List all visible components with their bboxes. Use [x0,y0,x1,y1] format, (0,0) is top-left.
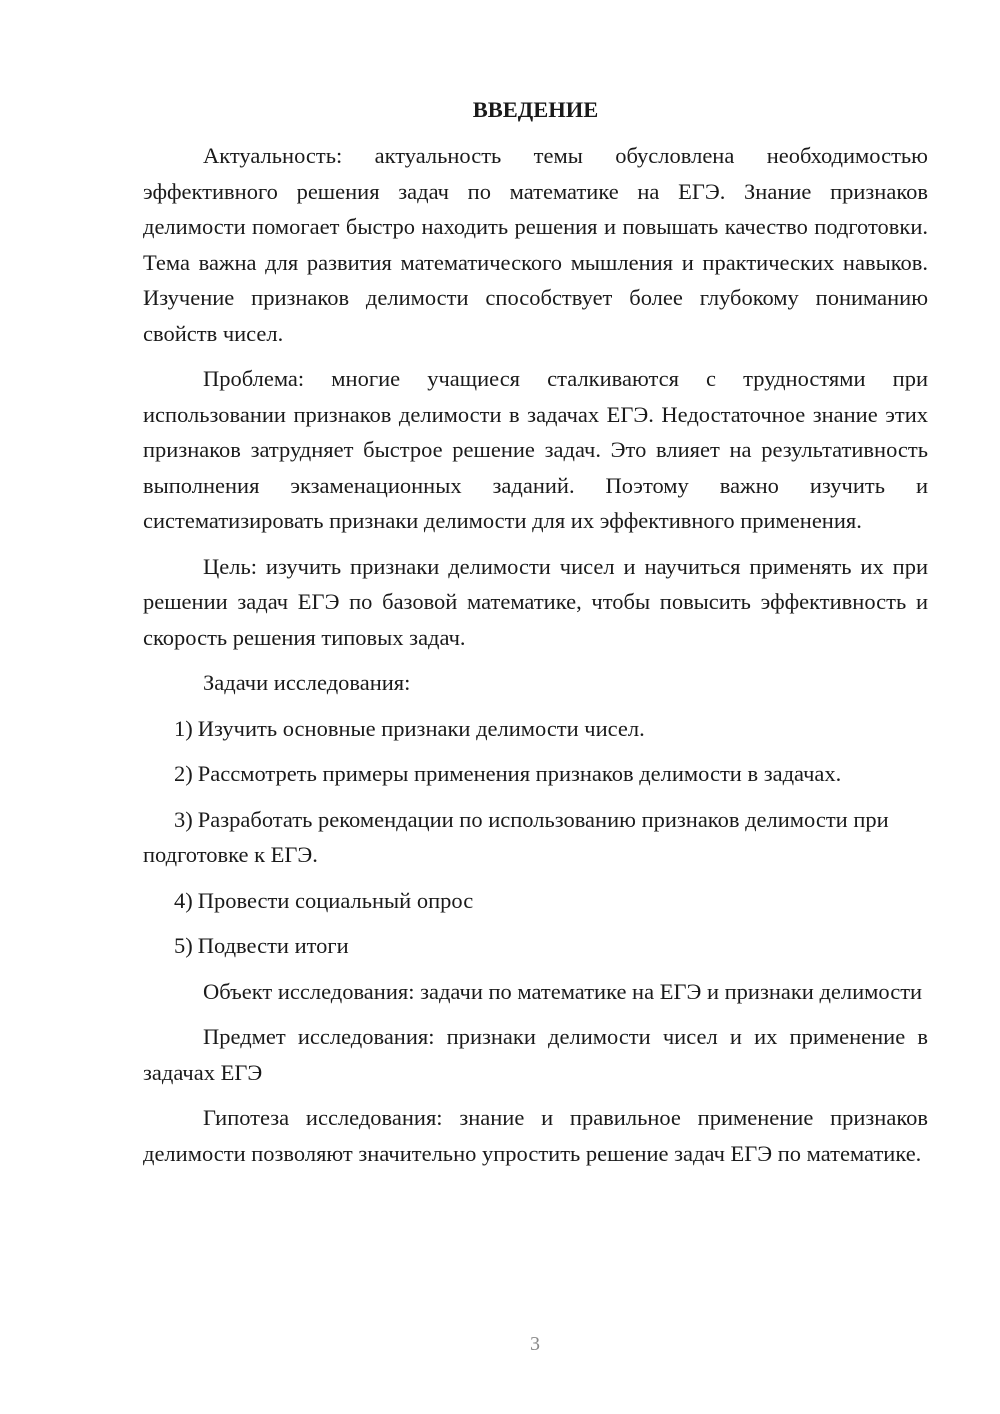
task-number: 2) [174,761,193,786]
page-number: 3 [530,1333,540,1355]
task-text: Провести социальный опрос [197,887,474,913]
task-item-3 [143,802,928,873]
problem-paragraph: Проблема: многие учащиеся сталкиваются с трудностями при использовании признаков делимости в задачах ЕГЭ. Недостаточное знание этих признаков затрудняет быстрое решение задач. Это влияет на результативность выполнения экзаменационных заданий. Поэтому важно изучить и систематизировать признаки делимости для их эффективного применения. [143,366,928,533]
document-page [143,94,928,1181]
task-number: 1) [174,715,193,741]
task-item-5 [143,928,928,964]
tasks-heading: Задачи исследования: [203,670,411,695]
task-item-4 [143,883,928,919]
task-number: 5) [174,933,193,958]
task-item-2 [143,756,928,792]
subject-paragraph: Предмет исследования: признаки делимости чисел и их применение в задачах ЕГЭ [143,1024,928,1085]
task-text: Рассмотреть примеры применения признаков делимости в задачах. [197,761,842,786]
task-number: 4) [174,887,193,913]
goal-paragraph: Цель: изучить признаки делимости чисел и научиться применять их при решении задач ЕГЭ по базовой математике, чтобы повысить эффективность и скорость решения типовых задач. [143,553,928,650]
task-text: Изучить основные признаки делимости чисел. [197,715,645,741]
task-text: Разработать рекомендации по использованию признаков делимости при подготовке к ЕГЭ. [143,806,889,867]
task-text: Подвести итоги [197,933,349,958]
relevance-paragraph: Актуальность: актуальность темы обусловлена необходимостью эффективного решения задач по математике на ЕГЭ. Знание признаков делимости помогает быстро находить решения и повышать качество подготовки. Тема важна для развития математического мышления и практических навыков. Изучение признаков делимости способствует более глубокому пониманию свойств чисел. [143,143,928,346]
task-number: 3) [174,806,193,832]
page-title: ВВЕДЕНИЕ [472,97,599,122]
task-item-1 [143,711,928,747]
object-paragraph: Объект исследования: задачи по математике на ЕГЭ и признаки делимости [203,978,923,1004]
hypothesis-paragraph: Гипотеза исследования: знание и правильное применение признаков делимости позволяют значительно упростить решение задач ЕГЭ по математике. [143,1105,928,1166]
